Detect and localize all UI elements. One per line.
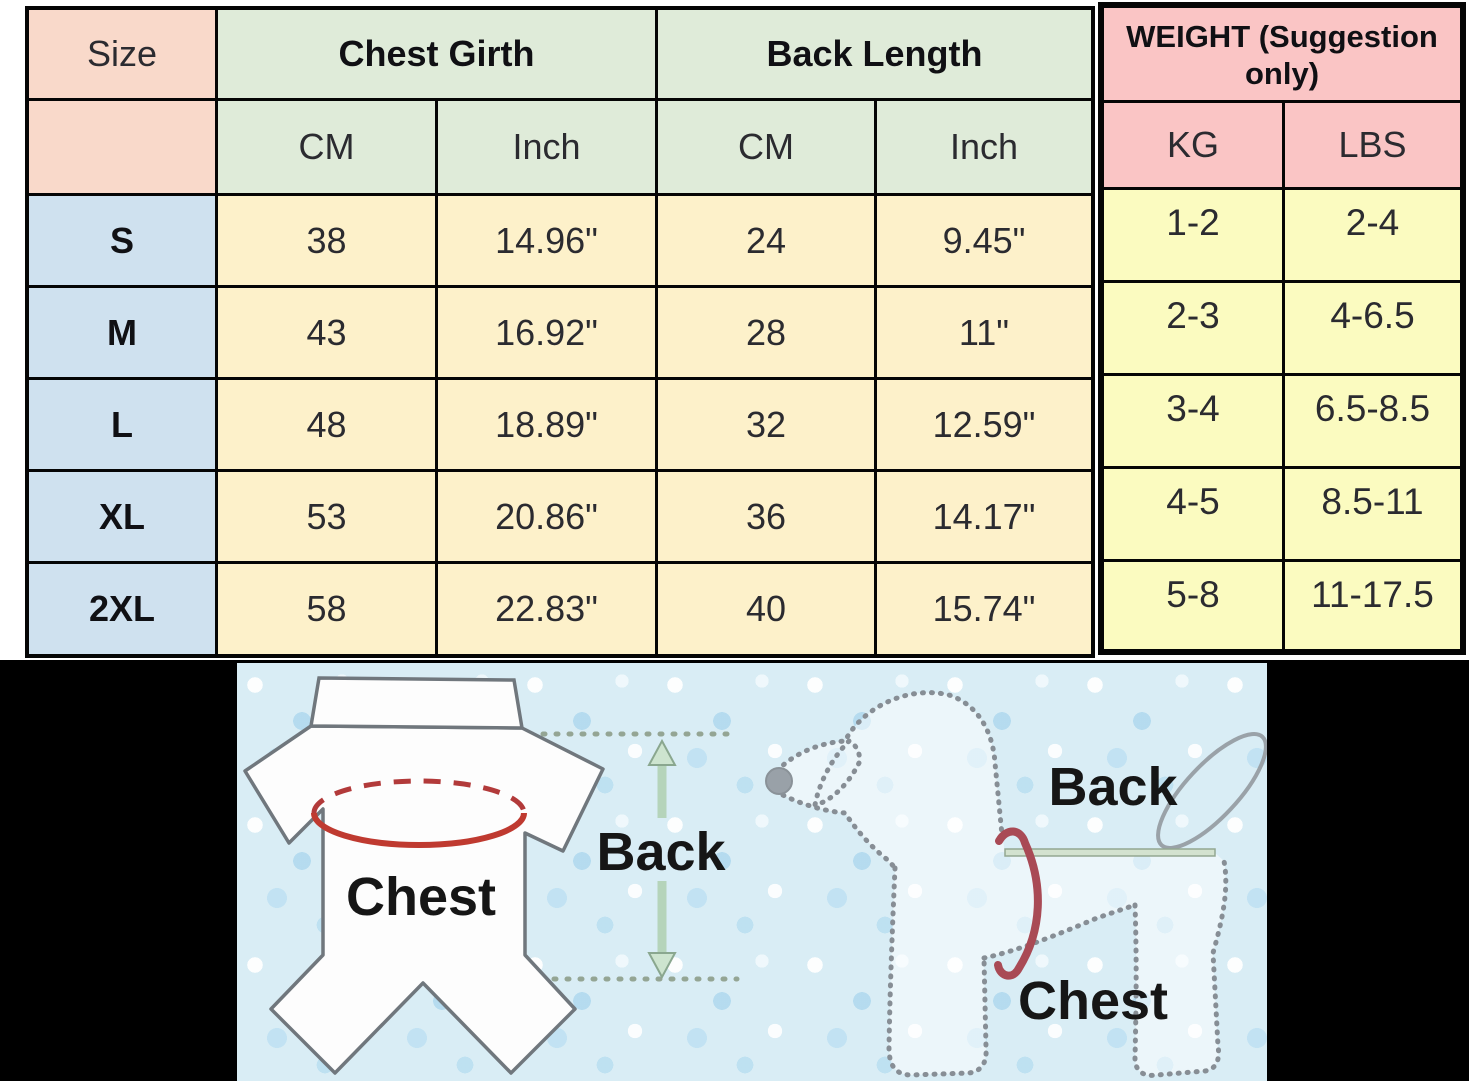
header-weight: WEIGHT (Suggestion only)	[1104, 8, 1460, 100]
dog-chest-label: Chest	[1017, 971, 1169, 1031]
back-inch-value: 11"	[877, 288, 1091, 377]
arrow-down-icon	[649, 953, 675, 977]
back-inch-value: 15.74"	[877, 564, 1091, 654]
dog-diagram	[757, 663, 1267, 1081]
size-label: S	[29, 196, 215, 285]
header-back-cm: CM	[658, 101, 874, 193]
weight-kg-value: 4-5	[1104, 469, 1282, 559]
garment-collar	[311, 678, 522, 728]
weight-kg-value: 1-2	[1104, 190, 1282, 280]
back-inch-value: 9.45"	[877, 196, 1091, 285]
dog-nose	[766, 768, 792, 794]
weight-lbs-value: 2-4	[1285, 190, 1460, 280]
header-size: Size	[29, 10, 215, 98]
back-cm-value: 28	[658, 288, 874, 377]
chest-inch-value: 14.96"	[438, 196, 655, 285]
size-table	[25, 6, 1095, 658]
header-chest-girth: Chest Girth	[218, 10, 655, 98]
arrow-up-icon	[649, 741, 675, 765]
chest-cm-value: 48	[218, 380, 435, 469]
garment-back-label: Back	[596, 822, 726, 882]
dog-back-label: Back	[1048, 757, 1178, 817]
back-cm-value: 32	[658, 380, 874, 469]
chest-cm-value: 53	[218, 472, 435, 561]
back-inch-value: 12.59"	[877, 380, 1091, 469]
header-size-spacer	[29, 101, 215, 193]
chest-inch-value: 16.92"	[438, 288, 655, 377]
weight-kg-value: 2-3	[1104, 283, 1282, 373]
weight-lbs-value: 11-17.5	[1285, 562, 1460, 649]
header-chest-inch: Inch	[438, 101, 655, 193]
size-label: XL	[29, 472, 215, 561]
back-cm-value: 36	[658, 472, 874, 561]
dog-back-line	[1005, 849, 1215, 856]
header-kg: KG	[1104, 103, 1282, 187]
garment-chest-label: Chest	[345, 867, 497, 927]
header-back-length: Back Length	[658, 10, 1091, 98]
measurement-illustration	[237, 663, 1267, 1081]
size-label: 2XL	[29, 564, 215, 654]
header-back-inch: Inch	[877, 101, 1091, 193]
weight-table	[1098, 2, 1466, 655]
weight-lbs-value: 8.5-11	[1285, 469, 1460, 559]
back-cm-value: 24	[658, 196, 874, 285]
chest-inch-value: 18.89"	[438, 380, 655, 469]
weight-kg-value: 3-4	[1104, 376, 1282, 466]
back-cm-value: 40	[658, 564, 874, 654]
weight-lbs-value: 4-6.5	[1285, 283, 1460, 373]
weight-lbs-value: 6.5-8.5	[1285, 376, 1460, 466]
back-inch-value: 14.17"	[877, 472, 1091, 561]
size-label: L	[29, 380, 215, 469]
chest-cm-value: 58	[218, 564, 435, 654]
chest-inch-value: 22.83"	[438, 564, 655, 654]
header-lbs: LBS	[1285, 103, 1460, 187]
garment-diagram	[237, 663, 767, 1081]
chest-inch-value: 20.86"	[438, 472, 655, 561]
size-label: M	[29, 288, 215, 377]
chest-cm-value: 43	[218, 288, 435, 377]
weight-kg-value: 5-8	[1104, 562, 1282, 649]
header-chest-cm: CM	[218, 101, 435, 193]
chest-cm-value: 38	[218, 196, 435, 285]
